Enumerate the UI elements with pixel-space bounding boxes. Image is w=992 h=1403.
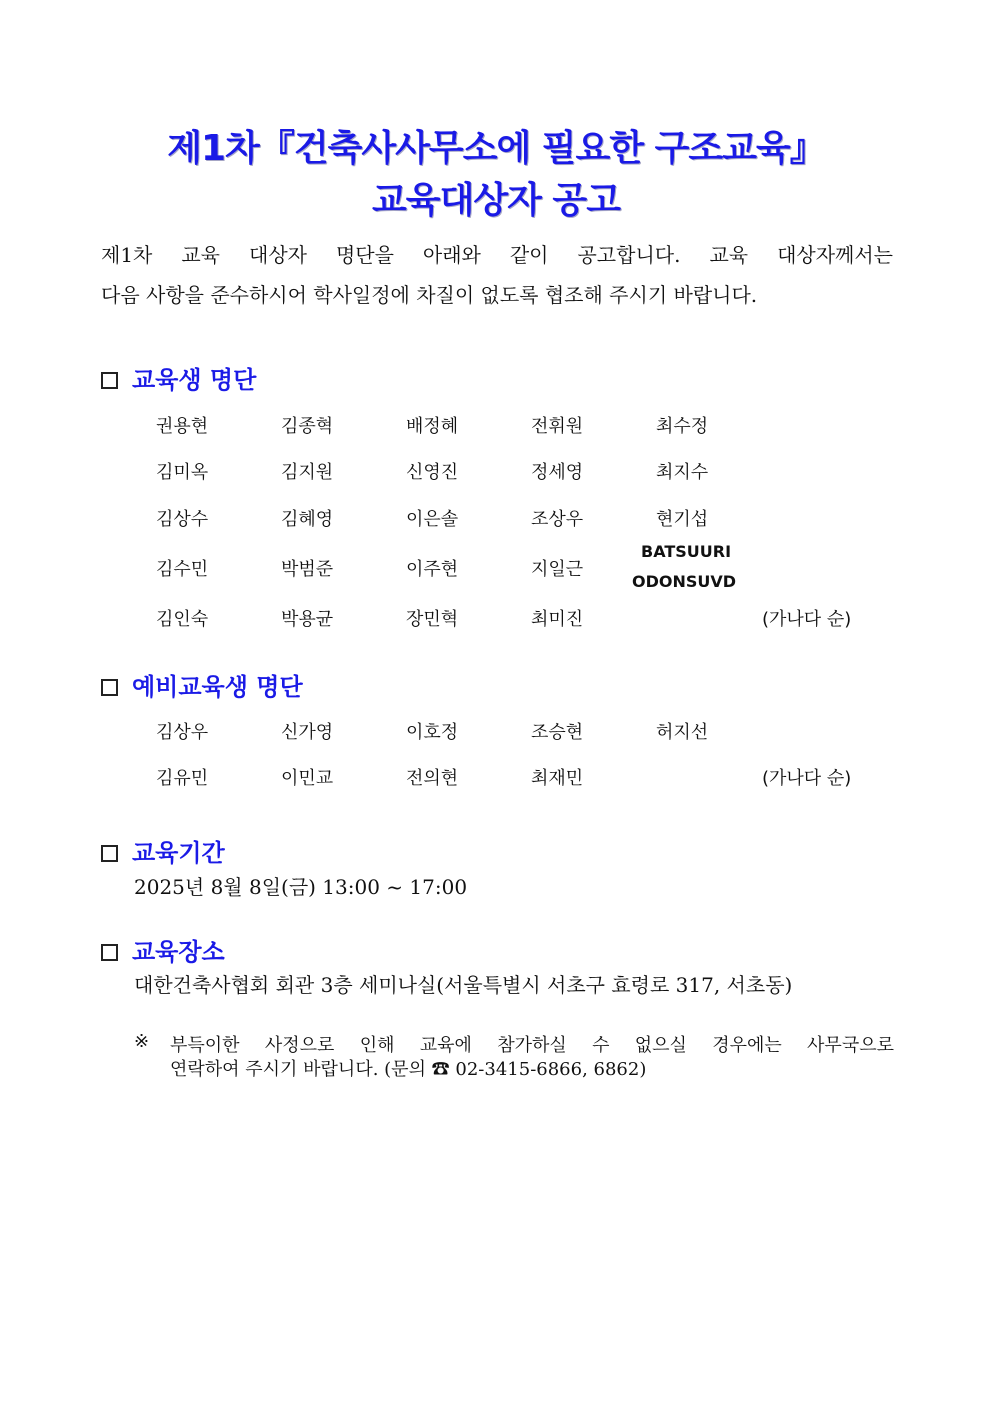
- checkbox-square-icon: [101, 372, 118, 389]
- page-title: 제1차『건축사사무소에 필요한 구조교육』: [167, 128, 825, 169]
- list-item: 정세영: [531, 462, 584, 483]
- list-item: 배정혜: [406, 416, 459, 437]
- list-item: 김유민: [156, 768, 209, 789]
- list-item: 김종혁: [281, 416, 334, 437]
- list-item: 최지수: [656, 462, 709, 483]
- list-item: 김미옥: [156, 462, 209, 483]
- list-item: 전휘원: [531, 416, 584, 437]
- place-text: 대한건축사협회 회관 3층 세미나실(서울특별시 서초구 효령로 317, 서초동): [134, 973, 793, 997]
- list-item: 최미진: [531, 609, 584, 630]
- list-item: 김수민: [156, 559, 209, 580]
- section-reserve-label: 예비교육생 명단: [132, 673, 303, 701]
- list-item: 최재민: [531, 768, 584, 789]
- section-reserve-heading: [101, 667, 303, 702]
- list-item: 지일근: [531, 559, 584, 580]
- section-place-label: 교육장소: [132, 938, 225, 966]
- list-item: 조상우: [531, 509, 584, 530]
- reference-mark-icon: ※: [134, 1031, 150, 1052]
- list-item: 이민교: [281, 768, 334, 789]
- list-item: 김지원: [281, 462, 334, 483]
- section-period-label: 교육기간: [132, 839, 225, 867]
- period-text: 2025년 8월 8일(금) 13:00 ~ 17:00: [134, 875, 468, 899]
- list-item: 신가영: [281, 722, 334, 743]
- list-item: 김상우: [156, 722, 209, 743]
- section-place-heading: [101, 932, 225, 967]
- list-item: 박범준: [281, 559, 334, 580]
- list-item: 조승현: [531, 722, 584, 743]
- list-item: 현기섭: [656, 509, 709, 530]
- note-line-1: 부득이한 사정으로 인해 교육에 참가하실 수 없으실 경우에는 사무국으로: [170, 1035, 894, 1056]
- list-item: 전의현: [406, 768, 459, 789]
- latin-name-line-2: ODONSUVD: [632, 572, 737, 591]
- intro-line-1: 제1차 교육 대상자 명단을 아래와 같이 공고합니다. 교육 대상자께서는: [101, 243, 893, 267]
- latin-name-line-1: BATSUURI: [641, 542, 732, 561]
- list-item: 허지선: [656, 722, 709, 743]
- page-subtitle: 교육대상자 공고: [372, 180, 620, 221]
- list-item: 신영진: [406, 462, 459, 483]
- list-item: 최수정: [656, 416, 709, 437]
- checkbox-square-icon: [101, 944, 118, 961]
- order-note: (가나다 순): [762, 609, 852, 630]
- checkbox-square-icon: [101, 679, 118, 696]
- order-note: (가나다 순): [762, 768, 852, 789]
- note-line-2: 연락하여 주시기 바랍니다. (문의 ☎ 02-3415-6866, 6862): [170, 1059, 647, 1080]
- list-item: 권용현: [156, 416, 209, 437]
- checkbox-square-icon: [101, 845, 118, 862]
- section-students-label: 교육생 명단: [132, 366, 257, 394]
- list-item: 김인숙: [156, 609, 209, 630]
- list-item: 이은솔: [406, 509, 459, 530]
- list-item: 박용균: [281, 609, 334, 630]
- intro-line-2: 다음 사항을 준수하시어 학사일정에 차질이 없도록 협조해 주시기 바랍니다.: [101, 283, 758, 307]
- list-item: 김혜영: [281, 509, 334, 530]
- list-item: 이주현: [406, 559, 459, 580]
- list-item: 장민혁: [406, 609, 459, 630]
- list-item: 이호정: [406, 722, 459, 743]
- section-students-heading: [101, 360, 256, 395]
- section-period-heading: [101, 833, 225, 868]
- list-item: 김상수: [156, 509, 209, 530]
